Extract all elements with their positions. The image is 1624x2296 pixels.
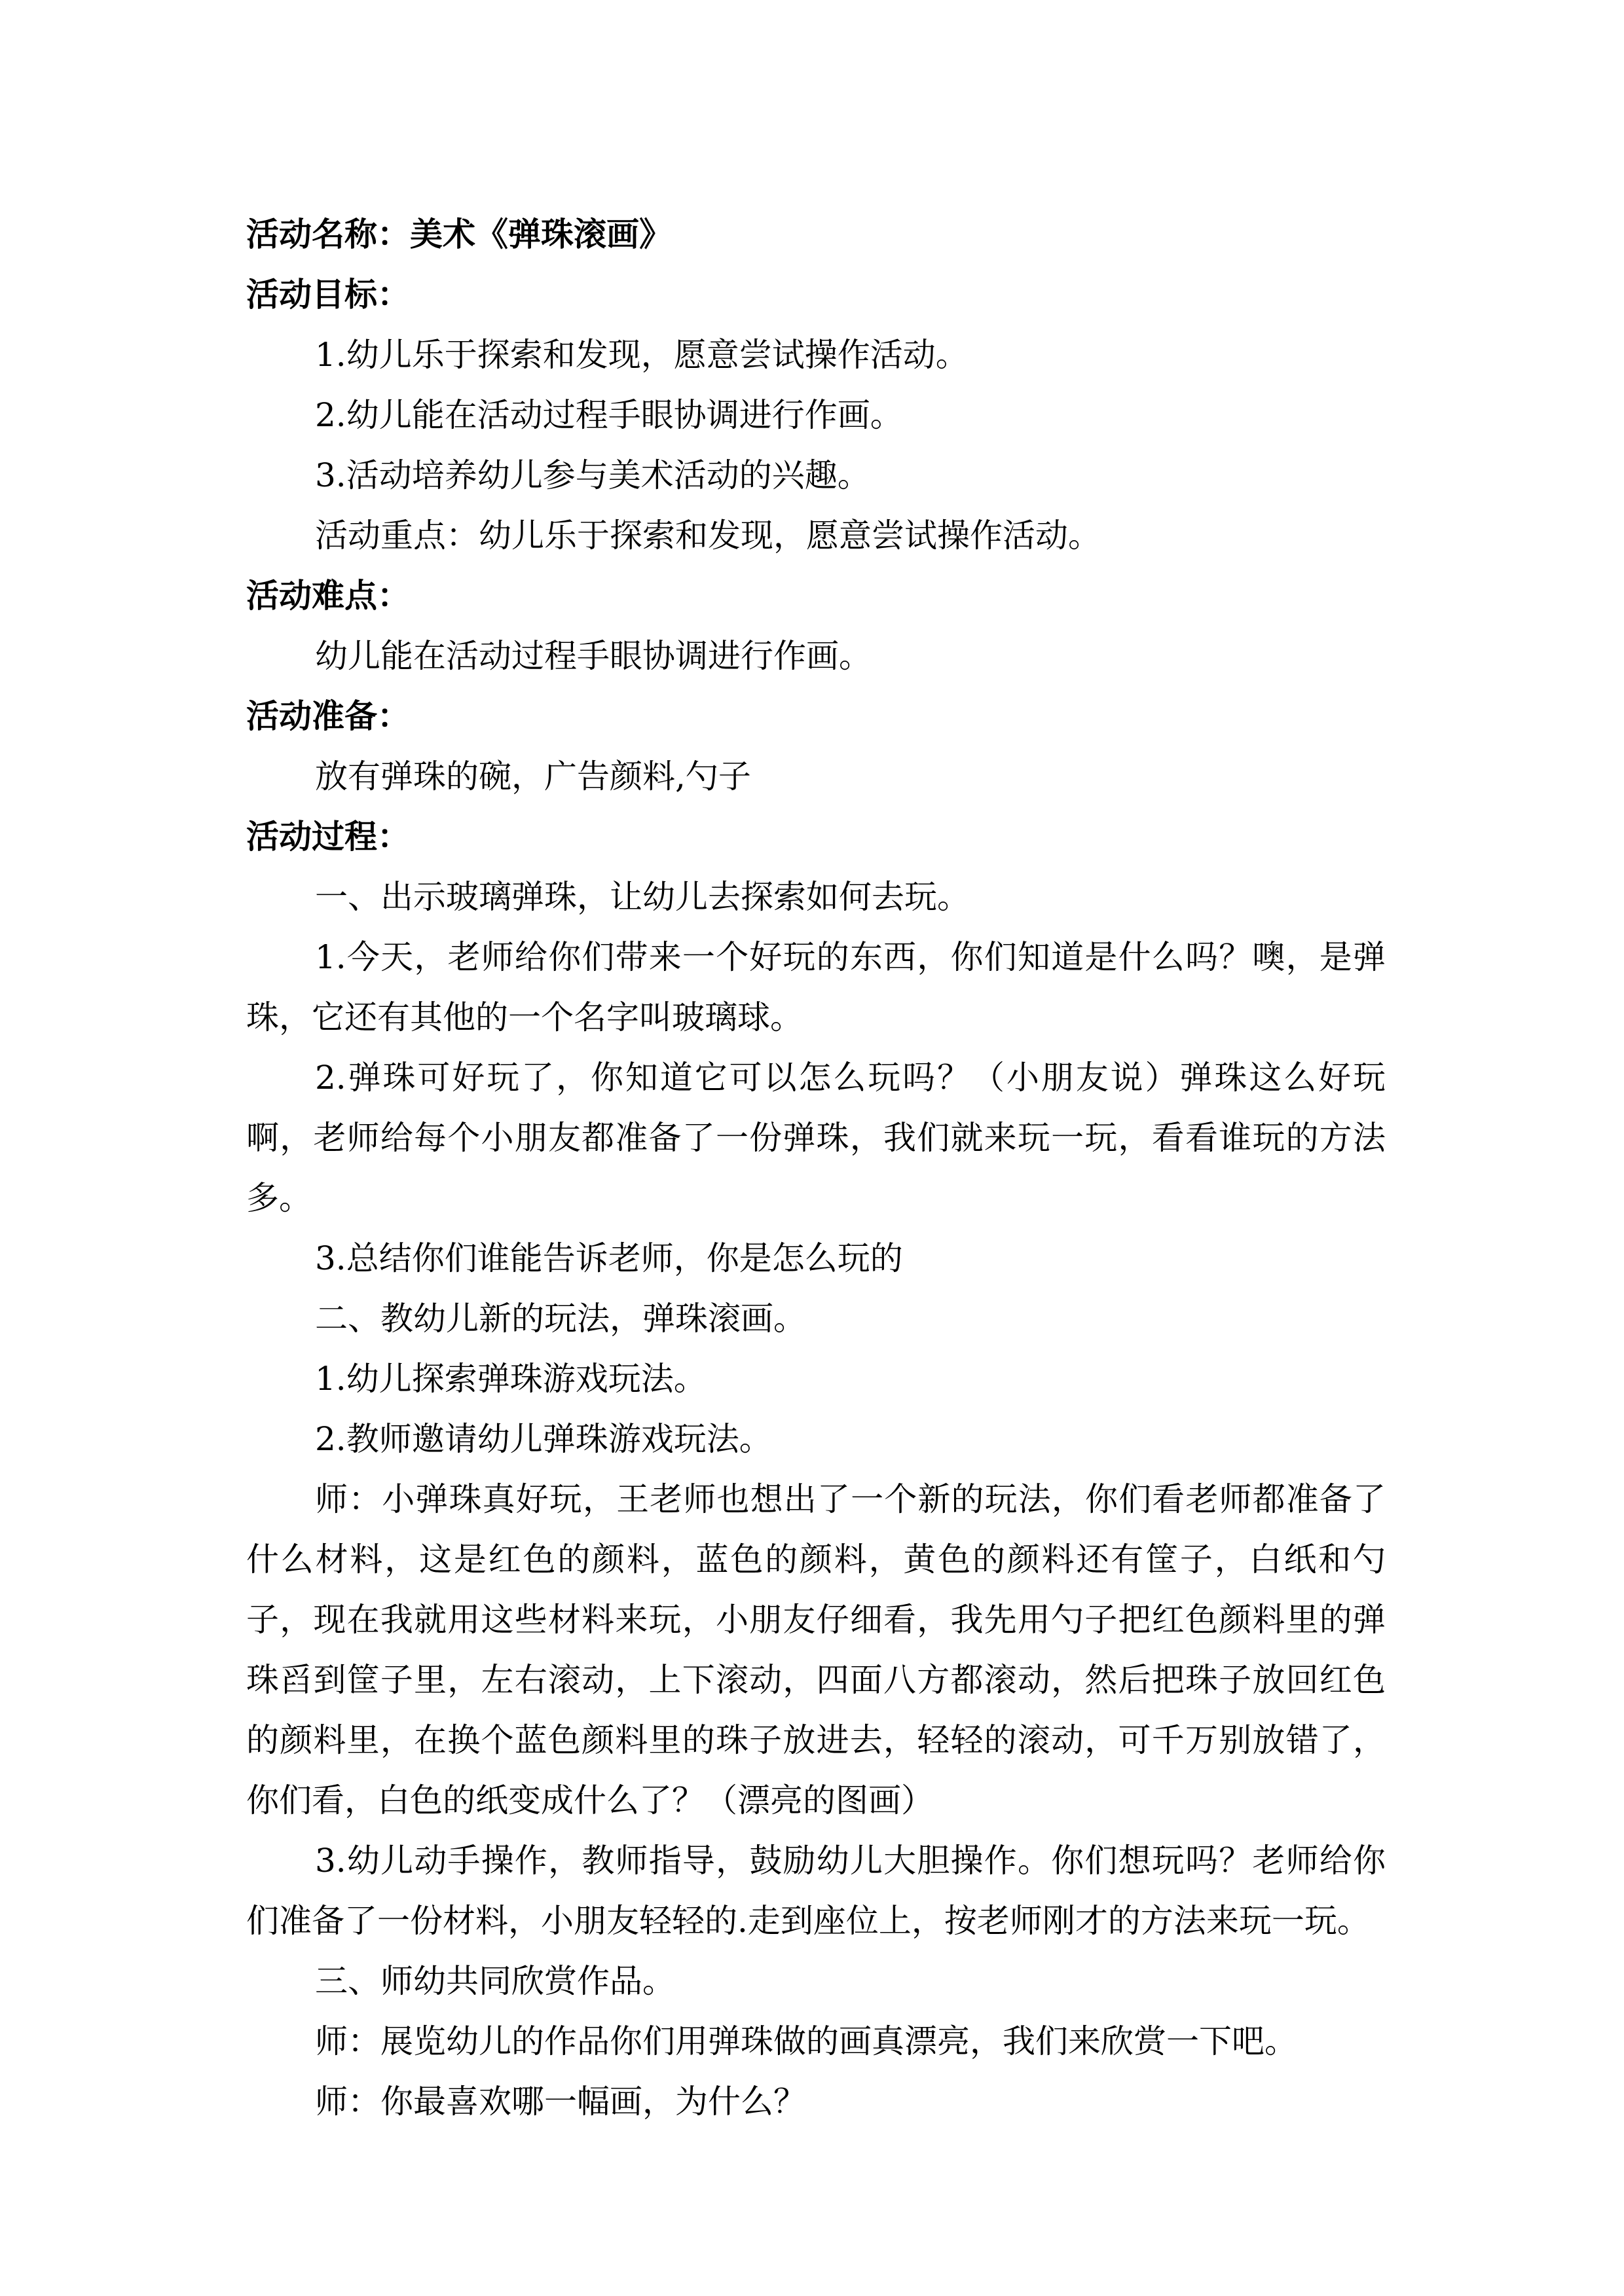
goals-heading: 活动目标： <box>246 276 410 314</box>
paragraph: 师：小弹珠真好玩，王老师也想出了一个新的玩法，你们看老师都准备了什么材料，这是红色的颜料，蓝色的颜料，黄色的颜料还有筐子，白纸和勺子，现在我就用这些材料来玩，小朋友仔细看，我先用勺子把红色颜料里的弹珠舀到筐子里，左右滚动，上下滚动，四面八方都滚动，然后把珠子放回红色的颜料里，在换个蓝色颜料里的珠子放进去，轻轻的滚动，可千万别放错了，你们看，白色的纸变成什么了？（漂亮的图画） <box>246 1480 1386 1819</box>
paragraph: 3.总结你们谁能告诉老师，你是怎么玩的 <box>315 1239 903 1277</box>
section-heading: 一、出示玻璃弹珠，让幼儿去探索如何去玩。 <box>315 878 970 916</box>
paragraph: 1.今天，老师给你们带来一个好玩的东西，你们知道是什么吗？噢，是弹珠，它还有其他的一个名字叫玻璃球。 <box>246 938 1386 1036</box>
paragraph: 1.幼儿探索弹珠游戏玩法。 <box>315 1360 707 1398</box>
section-heading: 二、教幼儿新的玩法，弹珠滚画。 <box>315 1300 806 1338</box>
goal-item: 2.幼儿能在活动过程手眼协调进行作画。 <box>315 396 903 434</box>
document-body <box>246 204 1386 2132</box>
difficulty-text: 幼儿能在活动过程手眼协调进行作画。 <box>315 637 872 675</box>
paragraph: 师：展览幼儿的作品你们用弹珠做的画真漂亮，我们来欣赏一下吧。 <box>315 2022 1297 2060</box>
paragraph: 3.幼儿动手操作，教师指导，鼓励幼儿大胆操作。你们想玩吗？老师给你们准备了一份材料，小朋友轻轻的.走到座位上，按老师刚才的方法来玩一玩。 <box>246 1842 1386 1940</box>
difficulty-heading: 活动难点： <box>246 577 410 615</box>
paragraph: 2.教师邀请幼儿弹珠游戏玩法。 <box>315 1420 772 1458</box>
goal-item: 3.活动培养幼儿参与美术活动的兴趣。 <box>315 456 870 494</box>
section-heading: 三、师幼共同欣赏作品。 <box>315 1962 675 2000</box>
preparation-text: 放有弹珠的碗，广告颜料,勺子 <box>315 757 751 795</box>
key-point: 活动重点：幼儿乐于探索和发现，愿意尝试操作活动。 <box>315 517 1101 555</box>
activity-title: 活动名称：美术《弹珠滚画》 <box>246 215 672 253</box>
paragraph: 2.弹珠可好玩了，你知道它可以怎么玩吗？（小朋友说）弹珠这么好玩啊，老师给每个小朋友都准备了一份弹珠，我们就来玩一玩，看看谁玩的方法多。 <box>246 1059 1386 1217</box>
preparation-heading: 活动准备： <box>246 697 410 735</box>
paragraph: 师：你最喜欢哪一幅画，为什么？ <box>315 2083 806 2121</box>
goal-item: 1.幼儿乐于探索和发现，愿意尝试操作活动。 <box>315 336 969 374</box>
process-heading: 活动过程： <box>246 818 410 856</box>
